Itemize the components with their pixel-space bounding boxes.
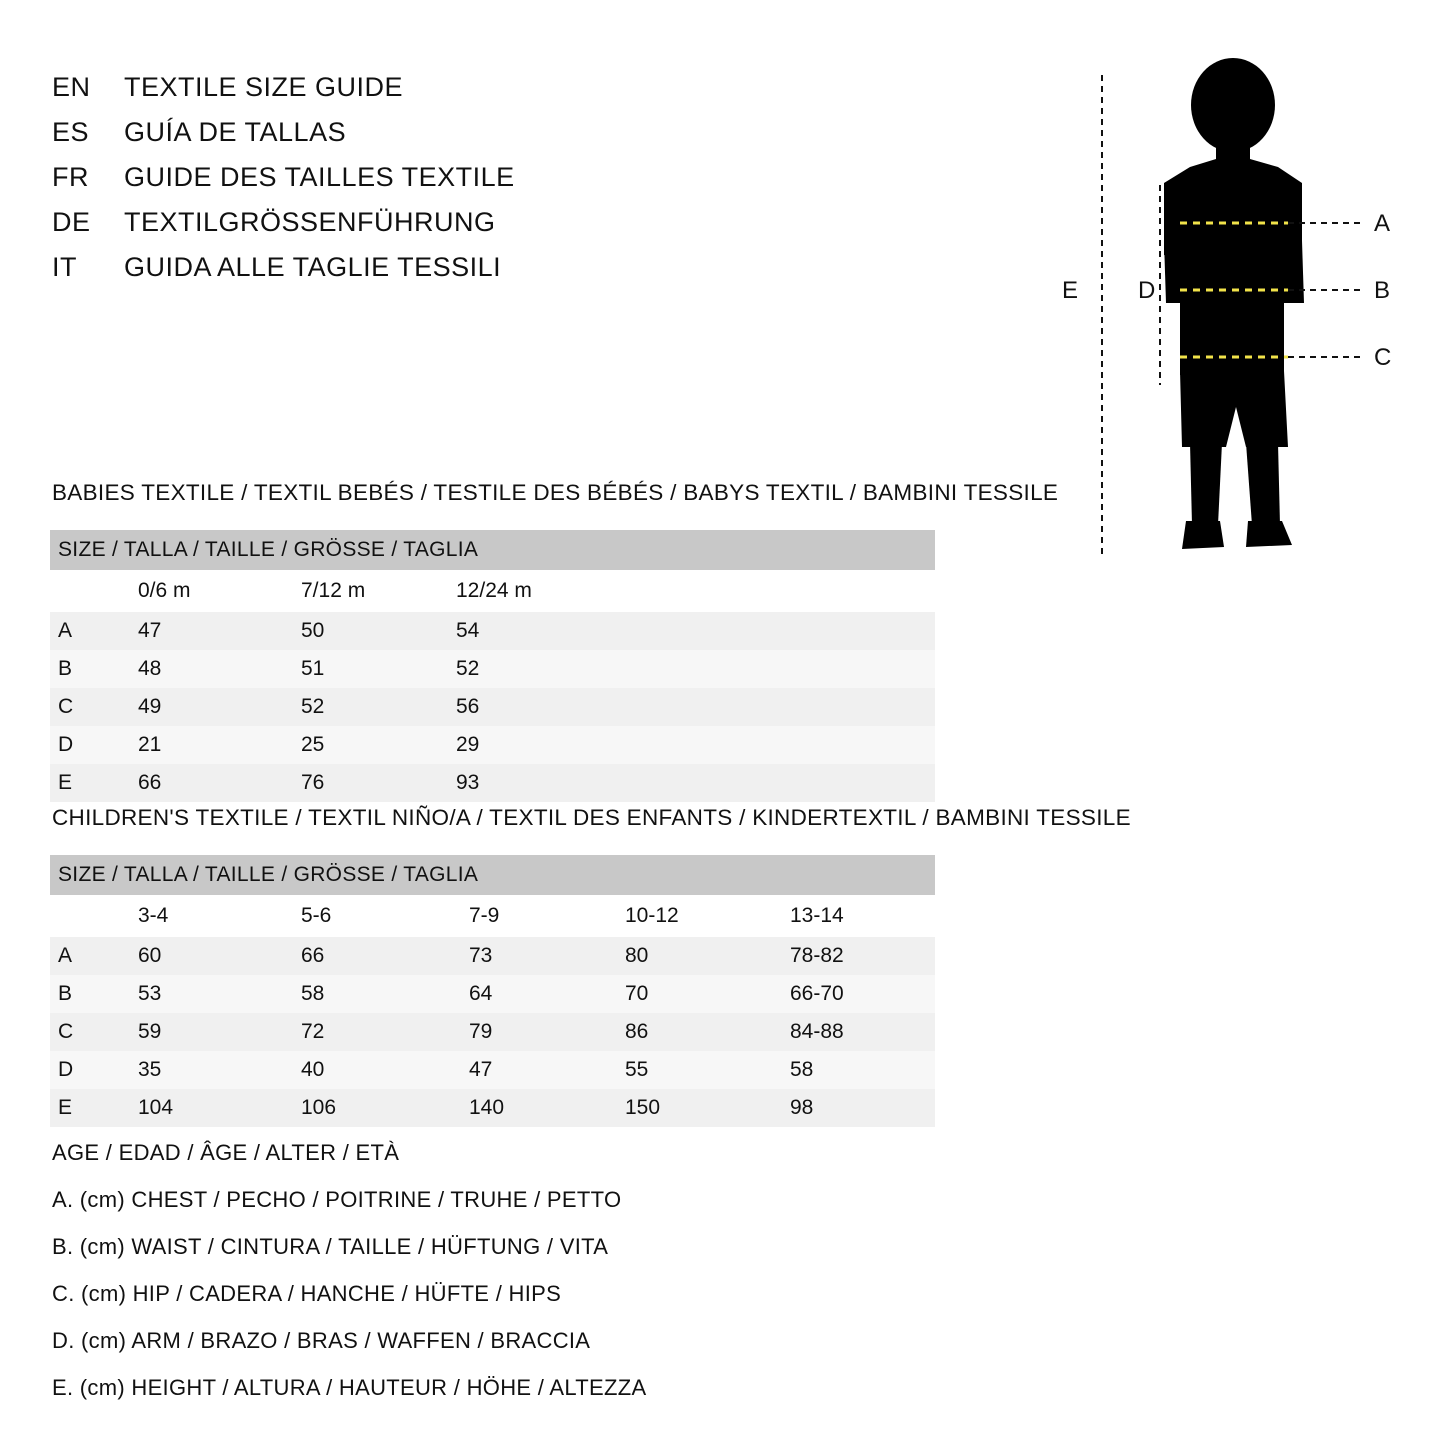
children-cell-a-0: 60 <box>138 937 301 975</box>
legend-line-e: E. (cm) HEIGHT / ALTURA / HAUTEUR / HÖHE / ALTEZZA <box>52 1375 647 1400</box>
babies-row-label-a: A <box>50 612 138 650</box>
table-row <box>50 650 935 688</box>
children-column-2: 7-9 <box>469 895 625 937</box>
measurement-figure <box>1040 55 1420 575</box>
children-cell-b-4: 66-70 <box>790 975 935 1013</box>
babies-cell-e-1: 76 <box>301 764 456 802</box>
children-cell-e-2: 140 <box>469 1089 625 1127</box>
children-cell-d-4: 58 <box>790 1051 935 1089</box>
children-cell-b-0: 53 <box>138 975 301 1013</box>
children-column-4: 13-14 <box>790 895 935 937</box>
legend-line-c: C. (cm) HIP / CADERA / HANCHE / HÜFTE / HIPS <box>52 1281 562 1306</box>
babies-row-label-e: E <box>50 764 138 802</box>
children-row-label-b: B <box>50 975 138 1013</box>
children-column-0: 3-4 <box>138 895 301 937</box>
children-cell-a-3: 80 <box>625 937 790 975</box>
children-cell-b-1: 58 <box>301 975 469 1013</box>
table-row <box>50 726 935 764</box>
children-header-blank <box>50 895 138 937</box>
title-text-en: TEXTILE SIZE GUIDE <box>124 72 404 102</box>
babies-cell-d-0: 21 <box>138 726 301 764</box>
child-silhouette-icon <box>1164 58 1304 549</box>
title-text-es: GUÍA DE TALLAS <box>124 117 347 147</box>
babies-cell-a-0: 47 <box>138 612 301 650</box>
children-column-1: 5-6 <box>301 895 469 937</box>
children-cell-d-0: 35 <box>138 1051 301 1089</box>
children-row-label-a: A <box>50 937 138 975</box>
children-cell-c-2: 79 <box>469 1013 625 1051</box>
children-section-heading: CHILDREN'S TEXTILE / TEXTIL NIÑO/A / TEXTIL DES ENFANTS / KINDERTEXTIL / BAMBINI TESSILE <box>52 805 1131 830</box>
legend-line-age: AGE / EDAD / ÂGE / ALTER / ETÀ <box>52 1140 400 1165</box>
babies-cell-b-0: 48 <box>138 650 301 688</box>
children-cell-b-2: 64 <box>469 975 625 1013</box>
babies-cell-d-1: 25 <box>301 726 456 764</box>
table-row <box>50 1013 935 1051</box>
children-cell-d-1: 40 <box>301 1051 469 1089</box>
table-row <box>50 1051 935 1089</box>
children-cell-d-2: 47 <box>469 1051 625 1089</box>
children-cell-b-3: 70 <box>625 975 790 1013</box>
children-size-table <box>50 855 935 1127</box>
title-text-de: TEXTILGRÖSSENFÜHRUNG <box>124 207 496 237</box>
table-row <box>50 937 935 975</box>
title-row-fr <box>52 162 772 207</box>
table-row <box>50 1089 935 1127</box>
babies-band-label: SIZE / TALLA / TAILLE / GRÖSSE / TAGLIA <box>50 530 935 570</box>
table-row <box>50 975 935 1013</box>
title-row-es <box>52 117 772 162</box>
table-row <box>50 764 935 802</box>
babies-cell-b-1: 51 <box>301 650 456 688</box>
title-row-de <box>52 207 772 252</box>
vertical-reference-lines <box>1102 75 1160 555</box>
children-cell-e-3: 150 <box>625 1089 790 1127</box>
babies-row-label-b: B <box>50 650 138 688</box>
title-block <box>52 72 772 297</box>
language-code-de: DE <box>52 207 91 237</box>
marker-label-d: D <box>1138 277 1156 304</box>
table-row <box>50 688 935 726</box>
marker-label-c: C <box>1374 344 1392 371</box>
babies-table-header <box>50 570 935 612</box>
children-cell-e-4: 98 <box>790 1089 935 1127</box>
babies-column-0: 0/6 m <box>138 570 301 612</box>
language-code-en: EN <box>52 72 91 102</box>
babies-cell-c-2: 56 <box>456 688 935 726</box>
babies-cell-a-2: 54 <box>456 612 935 650</box>
babies-cell-b-2: 52 <box>456 650 935 688</box>
measurement-legend <box>52 1140 952 1422</box>
language-code-fr: FR <box>52 162 89 192</box>
babies-cell-c-1: 52 <box>301 688 456 726</box>
babies-column-2: 12/24 m <box>456 570 935 612</box>
legend-line-b: B. (cm) WAIST / CINTURA / TAILLE / HÜFTUNG / VITA <box>52 1234 609 1259</box>
babies-row-label-c: C <box>50 688 138 726</box>
children-cell-e-1: 106 <box>301 1089 469 1127</box>
children-cell-a-2: 73 <box>469 937 625 975</box>
marker-label-b: B <box>1374 277 1391 304</box>
legend-line-d: D. (cm) ARM / BRAZO / BRAS / WAFFEN / BRACCIA <box>52 1328 591 1353</box>
marker-label-a: A <box>1374 210 1391 237</box>
children-cell-c-1: 72 <box>301 1013 469 1051</box>
language-code-it: IT <box>52 252 77 282</box>
children-cell-c-0: 59 <box>138 1013 301 1051</box>
babies-column-1: 7/12 m <box>301 570 456 612</box>
children-cell-a-1: 66 <box>301 937 469 975</box>
babies-cell-e-0: 66 <box>138 764 301 802</box>
children-cell-e-0: 104 <box>138 1089 301 1127</box>
babies-size-table <box>50 530 935 802</box>
children-cell-c-3: 86 <box>625 1013 790 1051</box>
title-row-it <box>52 252 772 297</box>
table-row <box>50 612 935 650</box>
babies-cell-e-2: 93 <box>456 764 935 802</box>
children-row-label-c: C <box>50 1013 138 1051</box>
legend-line-a: A. (cm) CHEST / PECHO / POITRINE / TRUHE / PETTO <box>52 1187 622 1212</box>
babies-section-heading: BABIES TEXTILE / TEXTIL BEBÉS / TESTILE DES BÉBÉS / BABYS TEXTIL / BAMBINI TESSILE <box>52 480 1059 505</box>
children-cell-a-4: 78-82 <box>790 937 935 975</box>
children-row-label-e: E <box>50 1089 138 1127</box>
title-text-fr: GUIDE DES TAILLES TEXTILE <box>124 162 515 192</box>
babies-header-blank <box>50 570 138 612</box>
language-code-es: ES <box>52 117 90 147</box>
children-column-3: 10-12 <box>625 895 790 937</box>
title-row-en <box>52 72 772 117</box>
babies-cell-d-2: 29 <box>456 726 935 764</box>
children-cell-d-3: 55 <box>625 1051 790 1089</box>
title-text-it: GUIDA ALLE TAGLIE TESSILI <box>124 252 502 282</box>
children-row-label-d: D <box>50 1051 138 1089</box>
babies-cell-c-0: 49 <box>138 688 301 726</box>
children-cell-c-4: 84-88 <box>790 1013 935 1051</box>
children-band-label: SIZE / TALLA / TAILLE / GRÖSSE / TAGLIA <box>50 855 935 895</box>
marker-label-e: E <box>1062 277 1079 304</box>
babies-cell-a-1: 50 <box>301 612 456 650</box>
children-table-header <box>50 895 935 937</box>
babies-row-label-d: D <box>50 726 138 764</box>
children-table-band <box>50 855 935 895</box>
babies-table-band <box>50 530 935 570</box>
